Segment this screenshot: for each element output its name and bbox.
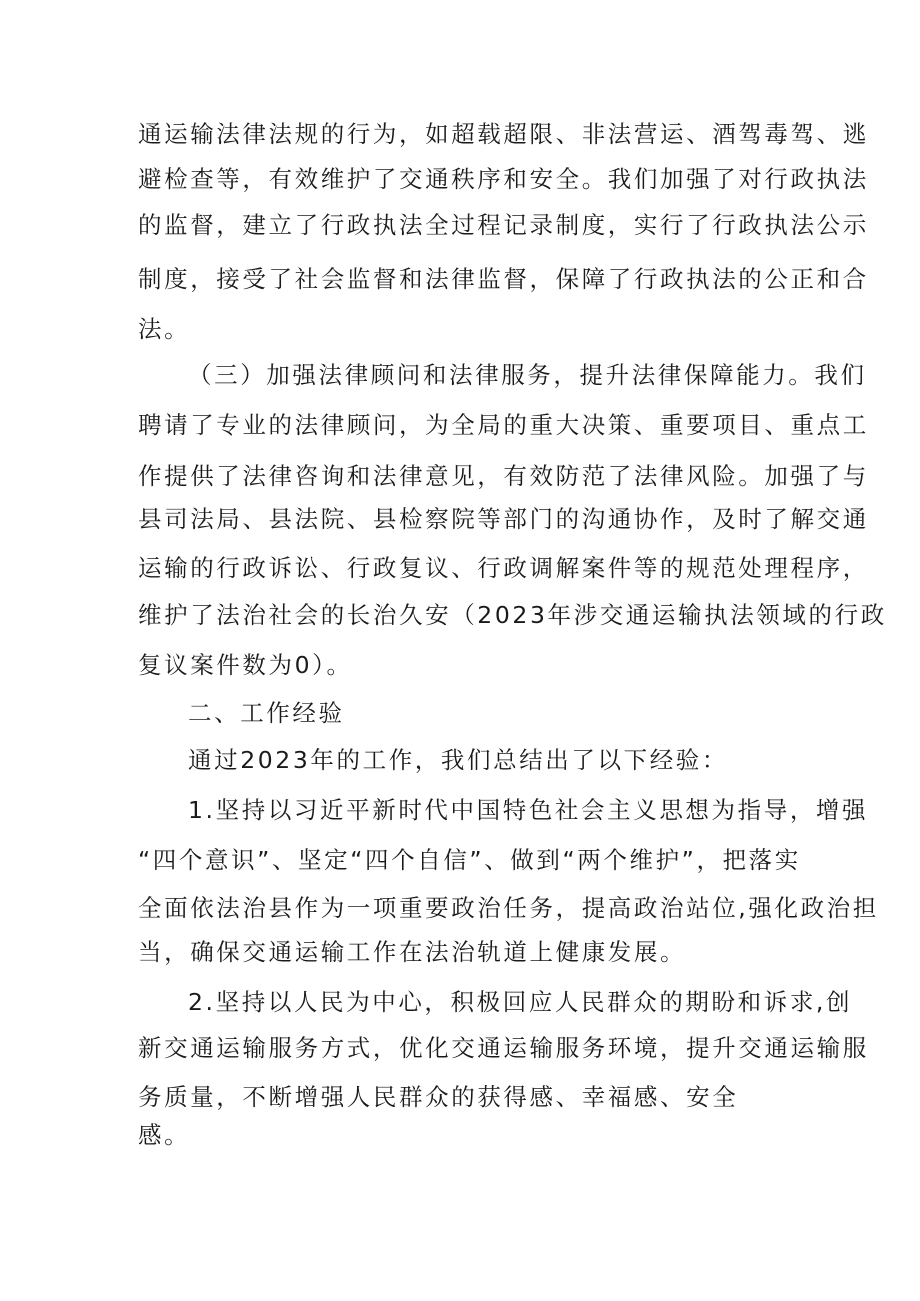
paragraph-line: 复议案件数为0）。 (138, 651, 353, 679)
section-heading-3-line: （三）加强法律顾问和法律服务，提升法律保障能力。我们 (188, 361, 867, 389)
experience-2-line: 2.坚持以人民为中心，积极回应人民群众的期盼和诉求,创 (188, 988, 853, 1016)
paragraph-line: 作提供了法律咨询和法律意见，有效防范了法律风险。加强了与 (138, 462, 869, 490)
paragraph-line: 运输的行政诉讼、行政复议、行政调解案件等的规范处理程序， (138, 554, 869, 582)
paragraph-line: 维护了法治社会的长治久安（2023年涉交通运输执法领域的行政 (138, 601, 887, 629)
intro-line: 通过2023年的工作，我们总结出了以下经验： (188, 746, 729, 774)
paragraph-line: 务质量，不断增强人民群众的获得感、幸福感、安全 (138, 1083, 739, 1111)
paragraph-line: 通运输法律法规的行为，如超载超限、非法营运、酒驾毒驾、逃 (138, 120, 869, 148)
paragraph-line: 避检查等，有效维护了交通秩序和安全。我们加强了对行政执法 (138, 165, 869, 193)
paragraph-line: 感。 (138, 1121, 191, 1149)
paragraph-line: 法。 (138, 315, 191, 343)
paragraph-line: 当，确保交通运输工作在法治轨道上健康发展。 (138, 938, 687, 966)
paragraph-line: 的监督，建立了行政执法全过程记录制度，实行了行政执法公示 (138, 211, 869, 239)
paragraph-line: “四个意识”、坚定“四个自信”、做到“两个维护”，把落实 (138, 846, 801, 874)
paragraph-line: 新交通运输服务方式，优化交通运输服务环境，提升交通运输服 (138, 1034, 869, 1062)
paragraph-line: 县司法局、县法院、县检察院等部门的沟通协作，及时了解交通 (138, 505, 869, 533)
paragraph-line: 全面依法治县作为一项重要政治任务，提高政治站位,强化政治担 (138, 894, 879, 922)
paragraph-line: 聘请了专业的法律顾问，为全局的重大决策、重要项目、重点工 (138, 411, 869, 439)
paragraph-line: 制度，接受了社会监督和法律监督，保障了行政执法的公正和合 (138, 265, 869, 293)
section-heading-2: 二、工作经验 (188, 699, 345, 727)
experience-1-line: 1.坚持以习近平新时代中国特色社会主义思想为指导，增强 (188, 796, 869, 824)
